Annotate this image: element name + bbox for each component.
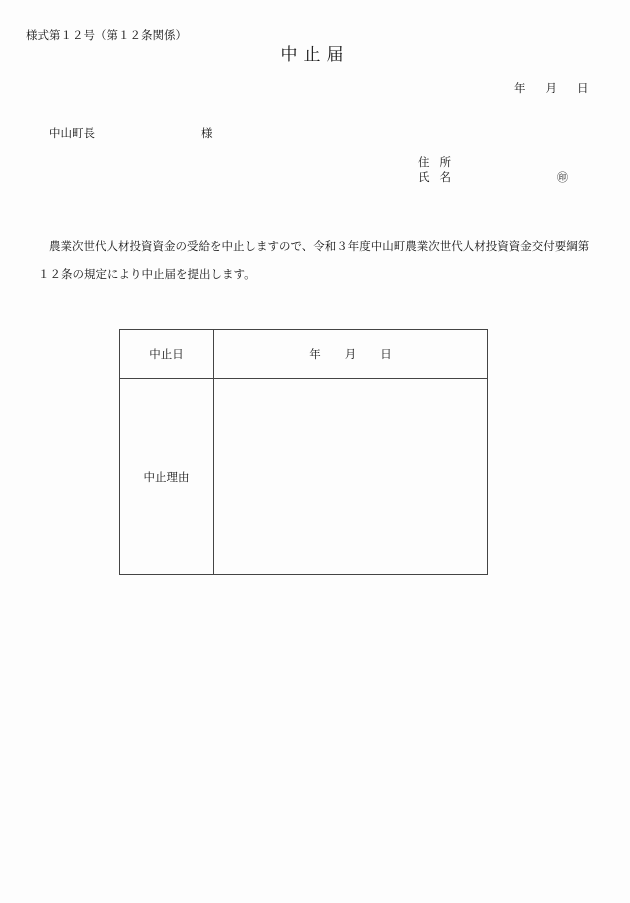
honorific: 様 (201, 126, 213, 140)
body-text-line-2: １２条の規定により中止届を提出します。 (38, 267, 256, 281)
address-label: 住所 (418, 155, 461, 169)
body-text-line-1: 農業次世代人材投資資金の受給を中止しますので、令和３年度中山町農業次世代人材投資資金交付要綱第 (49, 239, 590, 253)
form-number: 様式第１２号（第１２条関係） (26, 28, 187, 42)
stop-date-field[interactable] (214, 330, 488, 379)
date-month-label: 月 (545, 81, 557, 95)
table-row (120, 379, 488, 575)
page-title: 中止届 (280, 45, 350, 65)
stop-date-month-label: 月 (344, 347, 357, 361)
submission-date (514, 80, 589, 96)
stop-reason-field[interactable] (214, 379, 488, 575)
stop-form-table (119, 329, 488, 575)
name-label: 氏名 (418, 170, 461, 184)
table-row (120, 330, 488, 379)
stop-date-day-label: 日 (380, 347, 392, 361)
date-day-label: 日 (577, 81, 589, 95)
stop-date-year-label: 年 (309, 347, 321, 361)
stop-date-label: 中止日 (120, 330, 214, 379)
addressee: 中山町長 (49, 126, 95, 140)
stop-reason-label: 中止理由 (120, 379, 214, 575)
seal-mark: ㊞ (557, 171, 568, 184)
date-year-label: 年 (514, 81, 526, 95)
